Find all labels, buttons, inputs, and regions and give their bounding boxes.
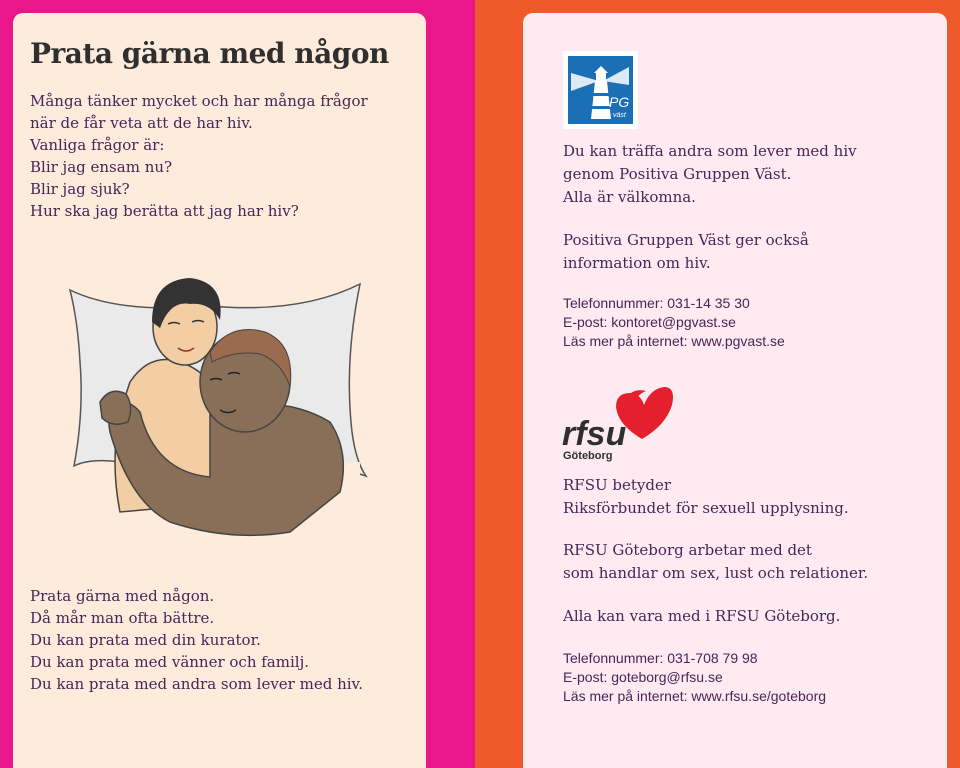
pg-email[interactable]: E-post: kontoret@pgvast.se xyxy=(563,314,736,330)
rfsu-welcome xyxy=(563,605,933,628)
outro-line: Då mår man ofta bättre. xyxy=(30,609,215,627)
hugging-couple-illustration xyxy=(60,262,380,562)
outro-text xyxy=(30,585,410,695)
rfsu-phone: Telefonnummer: 031-708 79 98 xyxy=(563,650,758,666)
outro-line: Du kan prata med vänner och familj. xyxy=(30,653,309,671)
intro-line: Hur ska jag berätta att jag har hiv? xyxy=(30,202,299,220)
outro-line: Du kan prata med andra som lever med hiv. xyxy=(30,675,364,693)
rfsu-website[interactable]: Läs mer på internet: www.rfsu.se/goteborg xyxy=(563,688,827,704)
pg-intro-line: Du kan träffa andra som lever med hiv xyxy=(563,142,857,160)
rfsu-work-line: som handlar om sex, lust och relationer. xyxy=(563,564,869,582)
pg-logo-subtext: väst xyxy=(613,112,626,119)
rfsu-logo-text: rfsu xyxy=(562,415,627,453)
rfsu-contact xyxy=(563,649,933,706)
pg-intro-line: genom Positiva Gruppen Väst. xyxy=(563,165,792,183)
pg-website[interactable]: Läs mer på internet: www.pgvast.se xyxy=(563,333,785,349)
intro-line: Vanliga frågor är: xyxy=(30,136,165,154)
rfsu-email[interactable]: E-post: goteborg@rfsu.se xyxy=(563,669,723,685)
rfsu-meaning-line: Riksförbundet för sexuell upplysning. xyxy=(563,499,849,517)
rfsu-logo-subtext: Göteborg xyxy=(563,450,613,462)
outro-line: Du kan prata med din kurator. xyxy=(30,631,261,649)
intro-line: Många tänker mycket och har många frågor xyxy=(30,92,368,110)
rfsu-work-line: RFSU Göteborg arbetar med det xyxy=(563,541,812,559)
pg-intro-line: Alla är välkomna. xyxy=(563,188,696,206)
pg-logo-text: PG xyxy=(609,94,630,110)
rfsu-meaning-line: RFSU betyder xyxy=(563,476,672,494)
intro-line: Blir jag ensam nu? xyxy=(30,158,173,176)
rfsu-work xyxy=(563,539,933,585)
lighthouse-logo xyxy=(563,51,638,129)
page-title: Prata gärna med någon xyxy=(30,37,389,70)
intro-line: Blir jag sjuk? xyxy=(30,180,130,198)
pg-contact xyxy=(563,294,933,351)
outro-line: Prata gärna med någon. xyxy=(30,587,215,605)
rfsu-meaning xyxy=(563,474,933,520)
pg-phone: Telefonnummer: 031-14 35 30 xyxy=(563,295,750,311)
pg-intro xyxy=(563,140,933,209)
pg-info-line: Positiva Gruppen Väst ger också xyxy=(563,231,809,249)
pg-info-line: information om hiv. xyxy=(563,254,711,272)
pg-info xyxy=(563,229,933,275)
intro-line: när de får veta att de har hiv. xyxy=(30,114,253,132)
rfsu-welcome-line: Alla kan vara med i RFSU Göteborg. xyxy=(563,607,841,625)
intro-text xyxy=(30,90,410,222)
heart-flame-logo xyxy=(560,383,680,463)
